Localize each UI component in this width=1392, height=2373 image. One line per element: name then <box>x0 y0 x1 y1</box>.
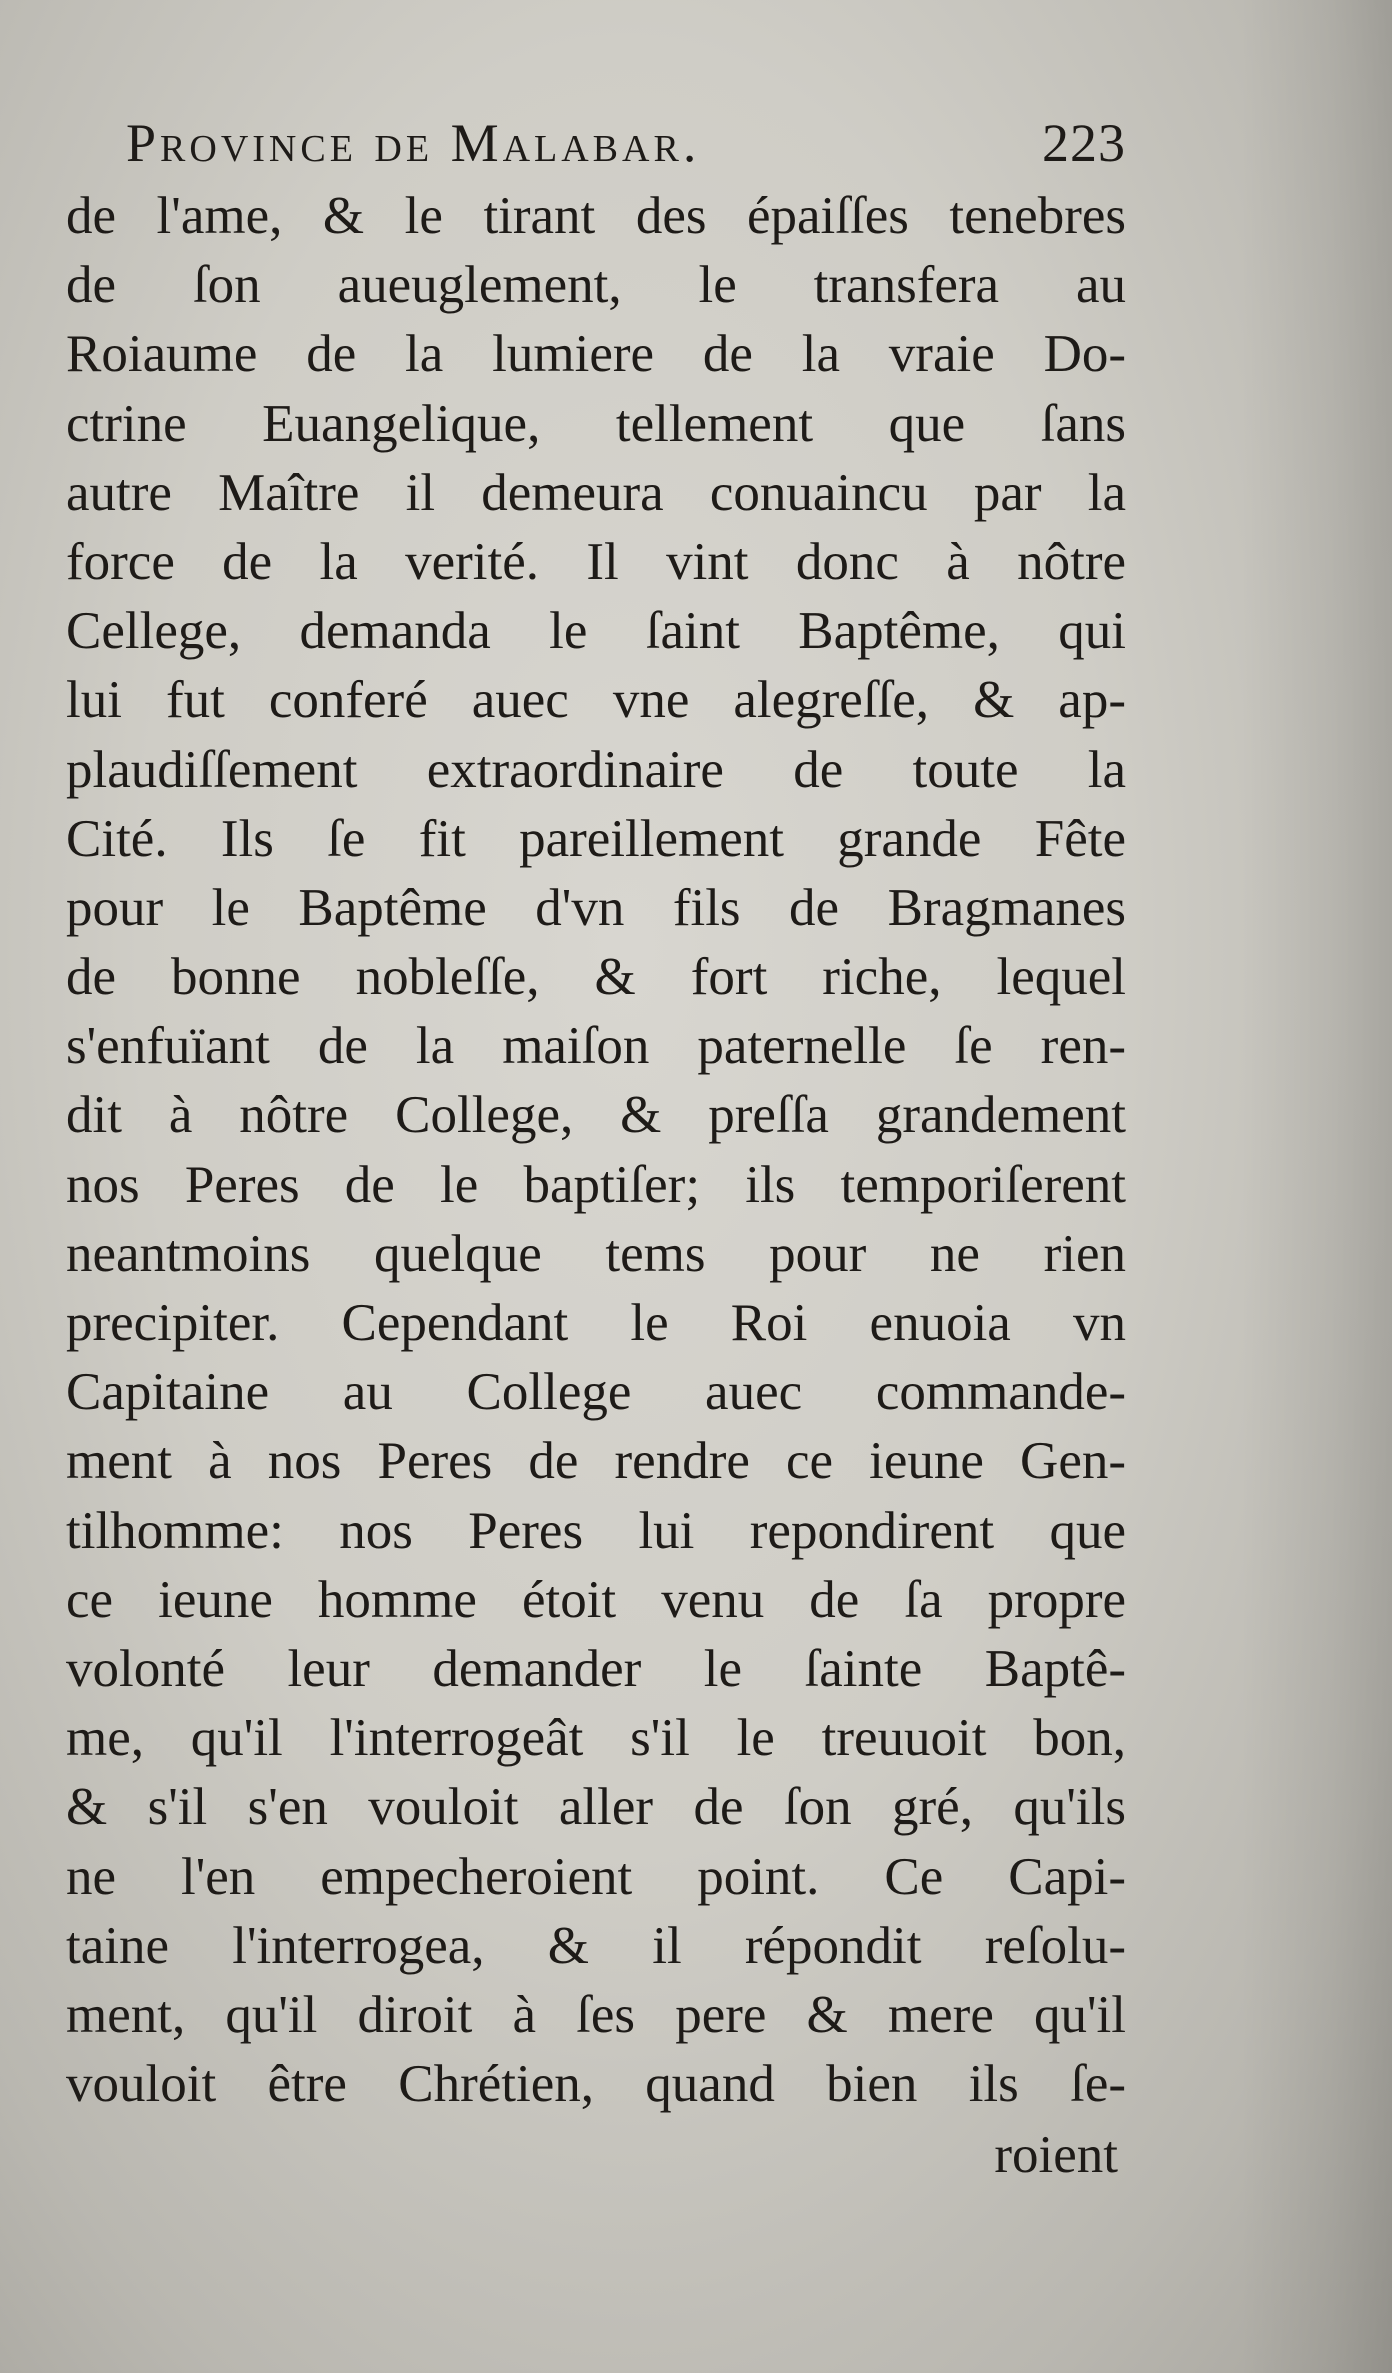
text-line: Roiaume de la lumiere de la vraie Do- <box>66 325 1126 384</box>
text-line: me, qu'il l'interrogeât s'il le treuuoit bon, <box>66 1709 1126 1768</box>
text-line: dit à nôtre College, & preſſa grandement <box>66 1086 1126 1145</box>
text-line: precipiter. Cependant le Roi enuoia vn <box>66 1294 1126 1352</box>
text-line: ment à nos Peres de rendre ce ieune Gen- <box>66 1432 1126 1491</box>
text-block <box>66 112 1126 2191</box>
text-line: neantmoins quelque tems pour ne rien <box>66 1224 1126 1283</box>
text-line: taine l'interrogea, & il répondit reſolu- <box>66 1916 1126 1975</box>
text-line: nos Peres de le baptiſer; ils temporiſerent <box>66 1155 1126 1214</box>
text-line: lui fut conferé auec vne alegreſſe, & ap- <box>66 671 1126 730</box>
text-line: Cité. Ils ſe fit pareillement grande Fête <box>66 809 1126 868</box>
text-line: force de la verité. Il vint donc à nôtre <box>66 532 1126 591</box>
text-line: Capitaine au College auec commande- <box>66 1363 1126 1422</box>
text-line: autre Maître il demeura conuaincu par la <box>66 463 1126 522</box>
text-line: ne l'en empecheroient point. Ce Capi- <box>66 1847 1126 1906</box>
text-line: pour le Baptême d'vn fils de Bragmanes <box>66 878 1126 937</box>
text-line: s'enfuïant de la maiſon paternelle ſe ren- <box>66 1017 1126 1076</box>
text-line: ctrine Euangelique, tellement que ſans <box>66 394 1126 453</box>
text-line: Cellege, demanda le ſaint Baptême, qui <box>66 602 1126 661</box>
running-title: Province de Malabar. <box>126 113 701 173</box>
catchword: roient <box>994 2126 1118 2185</box>
page-edge-shadow <box>1240 0 1392 2373</box>
text-line: tilhomme: nos Peres lui repondirent que <box>66 1501 1126 1560</box>
text-line: vouloit être Chrétien, quand bien ils ſe- <box>66 2055 1126 2114</box>
text-line: de bonne nobleſſe, & fort riche, lequel <box>66 948 1126 1007</box>
text-line: de ſon aueuglement, le transfera au <box>66 256 1126 315</box>
text-line: & s'il s'en vouloit aller de ſon gré, qu'ils <box>66 1778 1126 1837</box>
text-line: ment, qu'il diroit à ſes pere & mere qu'il <box>66 1985 1126 2044</box>
text-line: de l'ame, & le tirant des épaiſſes tenebres <box>66 187 1126 245</box>
text-line: plaudiſſement extraordinaire de toute la <box>66 740 1126 799</box>
text-line: ce ieune homme étoit venu de ſa propre <box>66 1570 1126 1629</box>
page-number: 223 <box>1042 113 1126 173</box>
running-head <box>66 112 1126 182</box>
text-line: volonté leur demander le ſainte Baptê- <box>66 1639 1126 1698</box>
